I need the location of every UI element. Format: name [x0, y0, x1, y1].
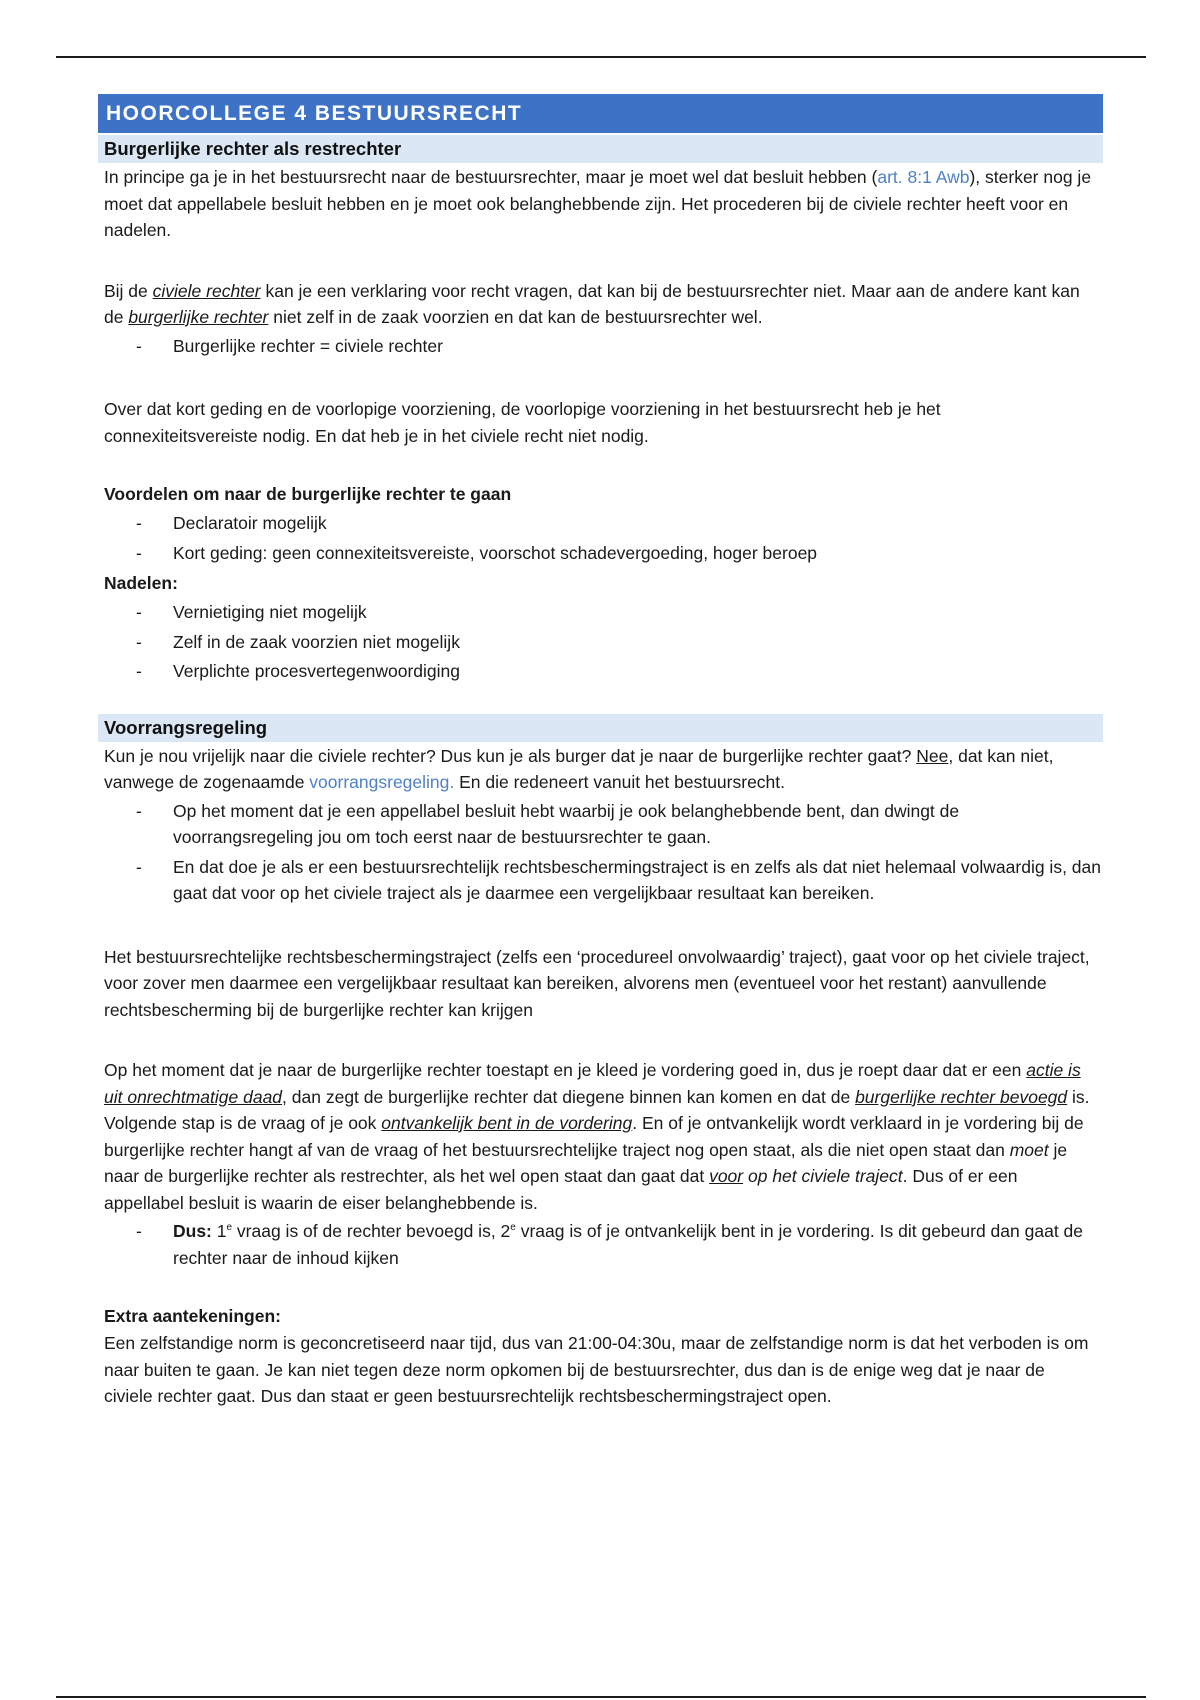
paragraph: Over dat kort geding en de voorlopige voorziening, de voorlopige voorziening in het bestuursrecht heb je het connexiteitsvereiste nodig. En dat heb je in het civiele recht niet nodig.: [104, 399, 941, 446]
bullet-list: [98, 333, 1103, 360]
paragraph: Op het moment dat je naar de burgerlijke rechter toestapt en je kleed je vordering goed in, dus je roept daar dat er een actie is uit onrechtmatige daad, dan zegt de burgerlijke rechter dat diegene binnen kan komen en dat de burgerlijke rechter bevoegd is.: [104, 1060, 1090, 1107]
paragraph: In principe ga je in het bestuursrecht naar de bestuursrechter, maar je moet wel dat besluit hebben (art. 8:1 Awb), sterker nog je moet dat appellabele besluit hebben en je moet ook belanghebbende zijn. Het procederen bij de civiele rechter heeft voor en nadelen.: [104, 167, 1092, 240]
voorrangsregeling-link[interactable]: voorrangsregeling.: [309, 772, 455, 792]
nadelen-heading: Nadelen:: [104, 573, 178, 593]
paragraph: Bij de civiele rechter kan je een verklaring voor recht vragen, dat kan bij de bestuursrechter niet. Maar aan de andere kant kan de burgerlijke rechter niet zelf in de zaak voorzien en dat kan de bestuursrechter wel.: [104, 280, 1080, 327]
voordelen-heading: Voordelen om naar de burgerlijke rechter te gaan: [104, 484, 512, 504]
bottom-rule: [56, 1696, 1146, 1698]
page-title: HOORCOLLEGE 4 BESTUURSRECHT: [98, 94, 1103, 133]
list-item: - Burgerlijke rechter = civiele rechter: [98, 333, 1103, 360]
voordelen-list: [98, 510, 1103, 566]
list-item: - Dus: 1e vraag is of de rechter bevoegd is, 2e vraag is of je ontvankelijk bent in je vordering. Is dit gebeurd dan gaat de rechter naar de inhoud kijken: [98, 1218, 1103, 1271]
article-link[interactable]: art. 8:1 Awb: [877, 167, 970, 187]
list-item: - Verplichte procesvertegenwoordiging: [98, 658, 1103, 685]
list-item: - Vernietiging niet mogelijk: [98, 599, 1103, 626]
paragraph: Het bestuursrechtelijke rechtsbeschermingstraject (zelfs een ‘procedureel onvolwaardig’ traject), gaat voor op het civiele traject, voor zover men daarmee een vergelijkbaar resultaat kan bereiken, alvorens men (eventueel voor het restant) aanvullende rechtsbescherming bij de burgerlijke rechter kan krijgen: [104, 946, 1090, 1020]
bullet-list: [98, 798, 1103, 907]
nadelen-list: [98, 599, 1103, 685]
paragraph: Volgende stap is de vraag of je ook ontvankelijk bent in de vordering. En of je ontvankelijk wordt verklaard in je vordering bij de burgerlijke rechter hangt af van de vraag of het bestuursrechtelijke traject nog open staat, als die niet open staat dan moet je naar de burgerlijke rechter als restrechter, als het wel open staat dan gaat dat voor op het civiele traject. Dus of er een appellabel besluit is waarin de eiser belanghebbende is.: [104, 1113, 1084, 1213]
list-item: - En dat doe je als er een bestuursrechtelijk rechtsbeschermingstraject is en zelfs als dat niet helemaal volwaardig is, dan gaat dat voor op het civiele traject als je daarmee een vergelijkbaar resultaat kan bereiken.: [98, 854, 1103, 907]
top-rule: [56, 56, 1146, 58]
section-heading-voorrangsregeling: Voorrangsregeling: [98, 714, 1103, 742]
list-item: - Zelf in de zaak voorzien niet mogelijk: [98, 629, 1103, 656]
list-item: - Kort geding: geen connexiteitsvereiste, voorschot schadevergoeding, hoger beroep: [98, 540, 1103, 567]
bullet-list: [98, 1218, 1103, 1271]
extra-heading: Extra aantekeningen:: [104, 1306, 281, 1326]
list-item: - Declaratoir mogelijk: [98, 510, 1103, 537]
section-heading-restrechter: Burgerlijke rechter als restrechter: [98, 135, 1103, 163]
document-body: [98, 94, 1103, 1410]
paragraph: Een zelfstandige norm is geconcretiseerd naar tijd, dus van 21:00-04:30u, maar de zelfstandige norm is dat het verboden is om naar buiten te gaan. Je kan niet tegen deze norm opkomen bij de bestuursrechter, dus dan is de enige weg dat je naar de civiele rechter gaat. Dus dan staat er geen bestuursrechtelijk rechtsbeschermingstraject open.: [104, 1333, 1089, 1406]
list-item: - Op het moment dat je een appellabel besluit hebt waarbij je ook belanghebbende bent, dan dwingt de voorrangsregeling jou om toch eerst naar de bestuursrechter te gaan.: [98, 798, 1103, 851]
paragraph: Kun je nou vrijelijk naar die civiele rechter? Dus kun je als burger dat je naar de burgerlijke rechter gaat? Nee, dat kan niet, vanwege de zogenaamde voorrangsregeling. En die redeneert vanuit het bestuursrecht.: [104, 745, 1054, 792]
